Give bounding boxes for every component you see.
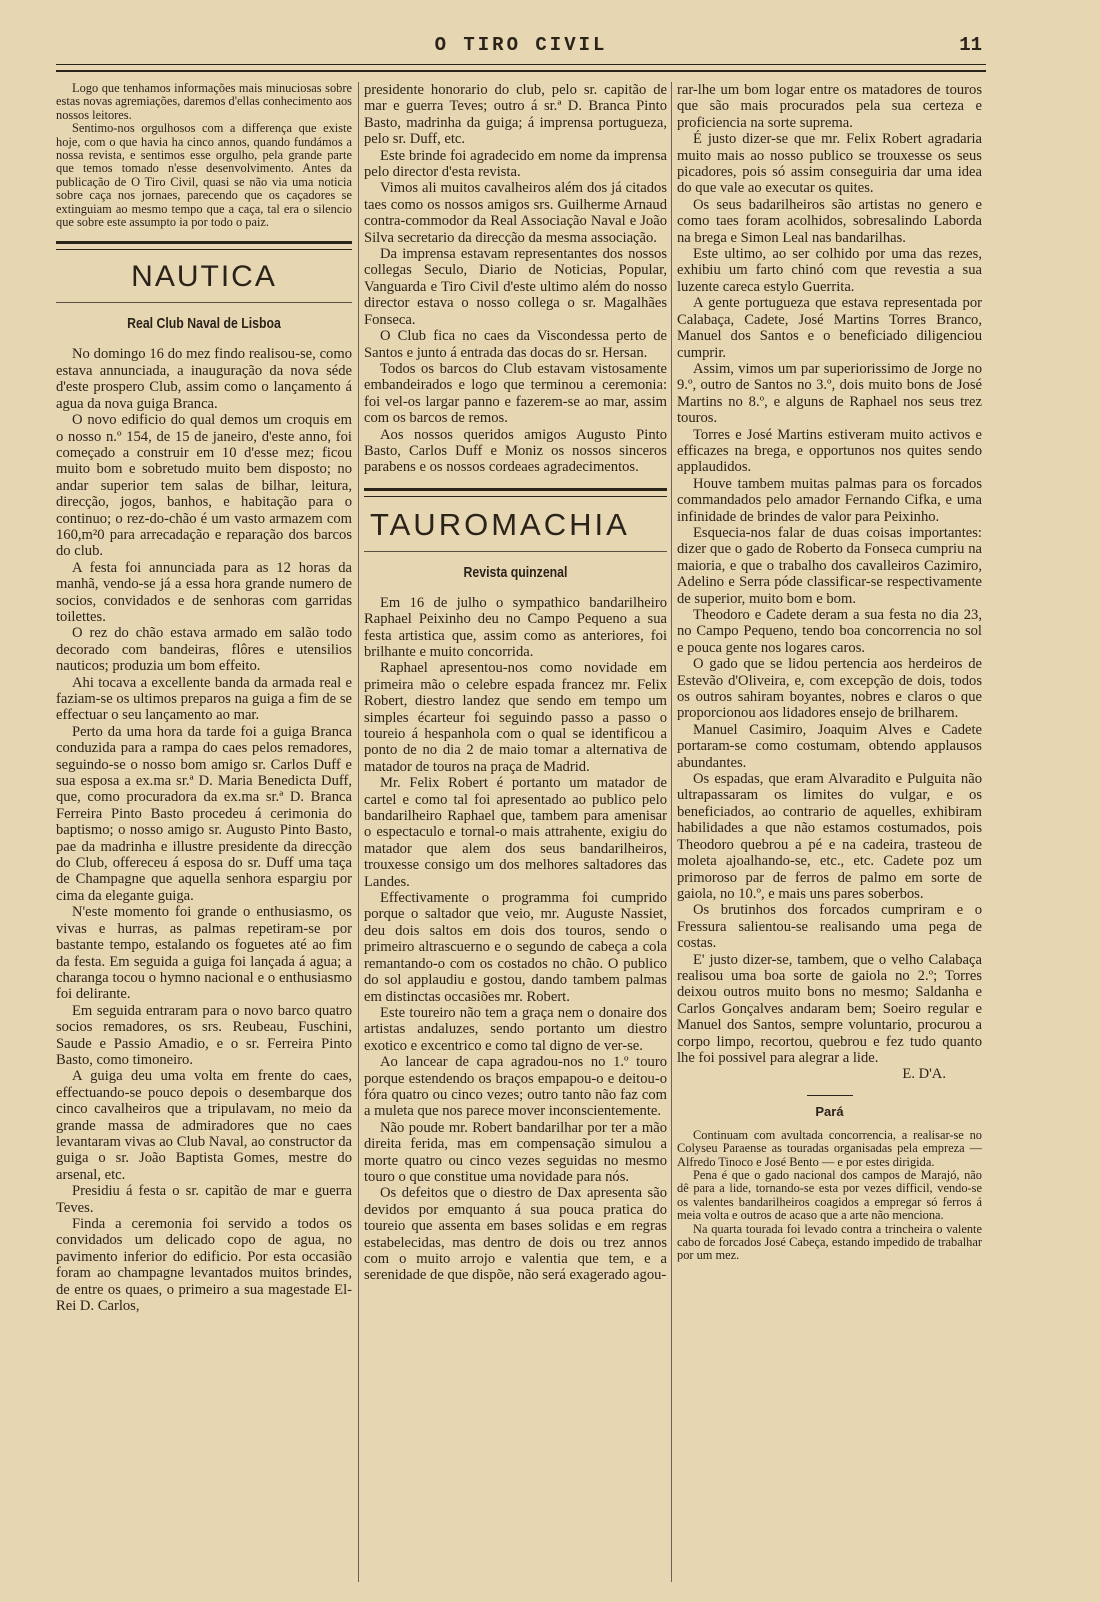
para-block [677, 1129, 982, 1263]
paragraph: Os brutinhos dos forcados cumpriram e o Fressura salientou-se realisando uma pega de costas. [677, 902, 982, 952]
paragraph: Ahi tocava a excellente banda da armada real e faziam-se os ultimos preparos na guiga a fim de se effectuar o seu lançamento ao mar. [56, 674, 352, 724]
paragraph: Finda a ceremonia foi servido a todos os convidados um delicado copo de agua, no pavimento inferior do edificio. Por esta occasião foram ao champagne levantados muitos brindes, de entre os quaes, o primeiro a sua magestade El-Rei D. Carlos, [56, 1216, 352, 1315]
paragraph: A gente portugueza que estava representada por Calabaça, Cadete, José Martins Torres Branco, Manuel dos Santos e o beneficiado diligenciou cumprir. [677, 295, 982, 361]
paragraph: Vimos ali muitos cavalheiros além dos já citados taes como os nossos amigos srs. Guilherme Arnaud contra-commodor da Real Associação Naval e João Silva secretario da direcção da mesma associação. [364, 180, 667, 246]
paragraph: Manuel Casimiro, Joaquim Alves e Cadete portaram-se como costumam, obtendo applausos abundantes. [677, 721, 982, 771]
article-body [364, 595, 667, 1284]
signature: E. D'A. [902, 1066, 946, 1083]
paragraph: Perto da uma hora da tarde foi a guiga Branca conduzida para a rampa do caes pelos remadores, seguindo-se o nosso bom amigo sr. Carlos Duff e sua esposa a ex.ma sr.ª D. Maria Benedicta Duff, que, como procuradora da ex.ma sr.ª D. Branca Ferreira Pinto Basto procedeu á cerimonia do baptismo; o nosso amigo sr. Augusto Pinto Basto, pae da madrinha e illustre presidente da direcção do Club, offereceu á esposa do sr. Duff uma taça de Champagne que aquella senhora espargiu por cima da elegante guiga. [56, 723, 352, 904]
column-divider [358, 82, 359, 1582]
paragraph: O rez do chão estava armado em salão todo decorado com bandeiras, flôres e utensilios nauticos; produzia um bom effeito. [56, 625, 352, 675]
paragraph: Theodoro e Cadete deram a sua festa no dia 23, no Campo Pequeno, tendo boa concorrencia no sol e pouca gente nos logares caros. [677, 607, 982, 656]
intro-block [56, 82, 352, 229]
paragraph: Logo que tenhamos informações mais minuciosas sobre estas novas agremiações, daremos d'ellas conhecimento aos nossos leitores. [56, 82, 352, 122]
paragraph: Este toureiro não tem a graça nem o donaire dos artistas andaluzes, sendo portanto um diestro exotico e excentrico e como tal digno de ver-se. [364, 1004, 667, 1054]
column-3 [677, 82, 982, 1582]
paragraph: O Club fica no caes da Viscondessa perto de Santos e junto á entrada das docas do sr. Hersan. [364, 328, 667, 361]
masthead-title: O TIRO CIVIL [434, 34, 608, 56]
column-2 [364, 82, 667, 1582]
section-title-nautica: NAUTICA [131, 260, 277, 294]
header-rule [56, 64, 986, 72]
page-header [56, 30, 986, 62]
paragraph: presidente honorario do club, pelo sr. capitão de mar e guerra Teves; outro á sr.ª D. Branca Pinto Basto, madrinha da guiga; á imprensa portugueza, pelo sr. Duff, etc. [364, 82, 667, 148]
paragraph: E' justo dizer-se, tambem, que o velho Calabaça realisou uma boa sorte de gaiola no 2.º; Torres deixou outros muito bons no mesmo; Saldanha e Carlos Gonçalves andaram bem; Soeiro regular e Manuel dos Santos, sempre voluntario, procurou a corpo limpo, recortou, quebrou e fez tudo quanto lhe foi possivel para alegrar a lide. [677, 951, 982, 1066]
paragraph: Os defeitos que o diestro de Dax apresenta são devidos por emquanto á sua pouca pratica do toureio que assenta em bases solidas e em regras estabelecidas, mas dentro de dois ou trez annos com o muito arrojo e valentia que tem, e a serenidade de que dispõe, não será exagerado agou- [364, 1185, 667, 1284]
paragraph: Aos nossos queridos amigos Augusto Pinto Basto, Carlos Duff e Moniz os nossos sinceros parabens e os nossos cordeaes agradecimentos. [364, 426, 667, 476]
paragraph: Os espadas, que eram Alvaradito e Pulguita não ultrapassaram os limites do vulgar, e os beneficiados, ao contrario de aquelles, exhibiram habilidades a que não estamos costumados, pois Theodoro quebrou a pé e na cadeira, trasteou de moleta ajoalhando-se, etc., etc. Cadete poz um primoroso par de ferros de palmo em sorte de gaiola, no 10.º, e mais uns pares soberbos. [677, 771, 982, 902]
section-rule [56, 241, 352, 250]
paragraph: Em 16 de julho o sympathico bandarilheiro Raphael Peixinho deu no Campo Pequeno a sua festa artistica que, assim como as anteriores, foi brilhante e muito concorrida. [364, 594, 667, 660]
paragraph: A festa foi annunciada para as 12 horas da manhã, vendo-se já a essa hora grande numero de socios, convidados e de senhoras com garridas toilettes. [56, 559, 352, 625]
paragraph: Esquecia-nos falar de duas coisas importantes: dizer que o gado de Roberto da Fonseca cumpriu na maioria, e que o trabalho dos cavalleiros Cazimiro, Adelino e Serra póde classificar-se respectivamente de superior, muito bom e bom. [677, 524, 982, 607]
section-rule [364, 488, 667, 497]
paragraph: Raphael apresentou-nos como novidade em primeira mão o celebre espada francez mr. Felix Robert, diestro landez que sendo em tempo um simples écarteur foi seguindo passo a passo o toureio á hespanhola com o qual se identificou a ponto de no dia 2 de maio tomar a alternativa de matador de touros na praça de Madrid. [364, 660, 667, 775]
paragraph: Sentimo-nos orgulhosos com a differença que existe hoje, com o que havia ha cinco annos, quando fundámos a nossa revista, e sentimos esse orgulho, pela grande parte que temos tomado n'esse desenvolvimento. Antes da publicação de O Tiro Civil, quasi se não via uma noticia sobre caça nos jornaes, parecendo que os caçadores se extinguiam ao mesmo tempo que a caça, tal era o silencio que sobre este assumpto ia por todo o paiz. [56, 121, 352, 230]
paragraph: rar-lhe um bom logar entre os matadores de touros que são mais procurados pela sua certeza e proficiencia na sorte suprema. [677, 82, 982, 131]
article-continuation [677, 82, 982, 1066]
paragraph: Ao lancear de capa agradou-nos no 1.º touro porque estendendo os braços empapou-o e deitou-o fóra quatro ou cinco vezes; outro tanto não faz com a muleta que nos parece mover inconscientemente. [364, 1054, 667, 1120]
paragraph: A guiga deu uma volta em frente do caes, effectuando-se pouco depois o desembarque dos cinco cavalheiros que a tripulavam, no meio da grande massa de admiradores que no caes levantaram vivas ao Club Naval, ao constructor da guiga o sr. João Baptista Gomes, mestre do arsenal, etc. [56, 1068, 352, 1183]
paragraph: Na quarta tourada foi levado contra a trincheira o valente cabo de forcados José Cabeça, estando impedido de trabalhar por um mez. [677, 1221, 982, 1263]
paragraph: Continuam com avultada concorrencia, a realisar-se no Colyseu Paraense as touradas organisadas pela empreza — Alfredo Tinoco e José Bento — e por estes dirigida. [677, 1127, 982, 1169]
paragraph: O novo edificio do qual demos um croquis em o nosso n.º 154, de 15 de janeiro, d'este anno, foi começado a construir em 10 d'esse mez; ficou muito bom e sobretudo muito bem disposto; no andar superior tem salas de bilhar, leitura, direcção, jogos, banhos, e habitação para o continuo; o rez-do-chão é um vasto armazem com 160,m²0 para arrecadação e reparação dos barcos do club. [56, 412, 352, 560]
paragraph: Em seguida entraram para o novo barco quatro socios remadores, os srs. Reubeau, Fuschini, Saude e Passio Amadio, e o sr. Ferreira Pinto Basto, como timoneiro. [56, 1002, 352, 1068]
article-title: Revista quinzenal [463, 563, 568, 581]
paragraph: O gado que se lidou pertencia aos herdeiros de Estevão d'Oliveira, e, com excepção de dois, todos os outros sahiram boyantes, nobres e claros o que proporcionou aos lidadores ensejo de brilharem. [677, 656, 982, 722]
paragraph: Os seus badarilheiros são artistas no genero e como taes foram acolhidos, sobresalindo Laborda na brega e Simon Leal nas bandarilhas. [677, 196, 982, 246]
paragraph: Presidiu á festa o sr. capitão de mar e guerra Teves. [56, 1183, 352, 1216]
divider [56, 302, 352, 303]
subsection-title-para: Pará [815, 1103, 844, 1119]
page-number: 11 [959, 34, 982, 56]
paragraph: Houve tambem muitas palmas para os forcados commandados pelo amador Fernando Cifka, e uma infinidade de brindes de valor para Peixinho. [677, 475, 982, 525]
paragraph: Não poude mr. Robert bandarilhar por ter a mão direita ferida, mas em compensação simulou a morte quatro ou cinco vezes seguidas no mesmo touro o que constitue uma novidade para nós. [364, 1119, 667, 1185]
divider [364, 551, 667, 552]
article-continuation [364, 82, 667, 476]
column-divider [671, 82, 672, 1582]
paragraph: É justo dizer-se que mr. Felix Robert agradaria muito mais ao nosso publico se trouxesse os seus picadores, pois só assim conseguiria dar uma idea do que vale ao executar os quites. [677, 131, 982, 197]
paragraph: Effectivamente o programma foi cumprido porque o saltador que veio, mr. Auguste Nassiet, deu dois saltos em dois dos touros, sendo o primeiro altrascuerno e o segundo de cabeça a cola remantando-o com os costados no chão. O publico do sol applaudiu e gostou, dando tambem palmas em distinctas occasiões mr. Robert. [364, 890, 667, 1005]
paragraph: No domingo 16 do mez findo realisou-se, como estava annunciada, a inauguração da nova séde d'este prospero Club, assim como o lançamento á agua da nova guiga Branca. [56, 346, 352, 412]
column-1 [56, 82, 352, 1582]
article-body [56, 346, 352, 1314]
paragraph: Pena é que o gado nacional dos campos de Marajó, não dê para a lide, tornando-se esta por vezes difficil, vendo-se os valentes bandarilheiros coagidos a empregar só ferros á meia volta e outros de acaso que a arte não menciona. [677, 1168, 982, 1223]
paragraph: Todos os barcos do Club estavam vistosamente embandeirados e logo que terminou a ceremonia: foi vel-os largar panno e fazerem-se ao mar, assim com os barcos de remos. [364, 360, 667, 427]
paragraph: N'este momento foi grande o enthusiasmo, os vivas e hurras, as palmas repetiram-se por bastante tempo, estalando os foguetes até ao fim da festa. Em seguida a guiga foi lançada á agua; a charanga tocou o hymno nacional e o enthusiasmo foi delirante. [56, 904, 352, 1003]
divider [807, 1095, 853, 1096]
paragraph: Mr. Felix Robert é portanto um matador de cartel e como tal foi apresentado ao publico pelo bandarilheiro Raphael que, tambem para amenisar o espectaculo e tornal-o mais attrahente, exigiu do matador que alem dos seus bandarilheiros, trouxesse consigo um dos melhores saltadores das Landes. [364, 775, 667, 890]
paragraph: Da imprensa estavam representantes dos nossos collegas Seculo, Diario de Noticias, Popular, Vanguarda e Tiro Civil d'este ultimo além do nosso director estava o nosso collega o sr. Magalhães Fonseca. [364, 246, 667, 328]
paragraph: Este brinde foi agradecido em nome da imprensa pelo director d'esta revista. [364, 147, 667, 181]
section-title-tauromachia: TAUROMACHIA [370, 506, 630, 542]
paragraph: Assim, vimos um par superiorissimo de Jorge no 9.º, outro de Santos no 3.º, dois muito bons de José Martins no 8.º, e alguns de Raphael nos seus trez touros. [677, 360, 982, 427]
article-title: Real Club Naval de Lisboa [127, 315, 281, 333]
paragraph: Torres e José Martins estiveram muito activos e efficazes na brega, e opportunos nos quites sendo applaudidos. [677, 426, 982, 476]
paragraph: Este ultimo, ao ser colhido por uma das rezes, exhibiu um farto chinó com que revestia a sua luzente careca estylo Guerrita. [677, 246, 982, 295]
